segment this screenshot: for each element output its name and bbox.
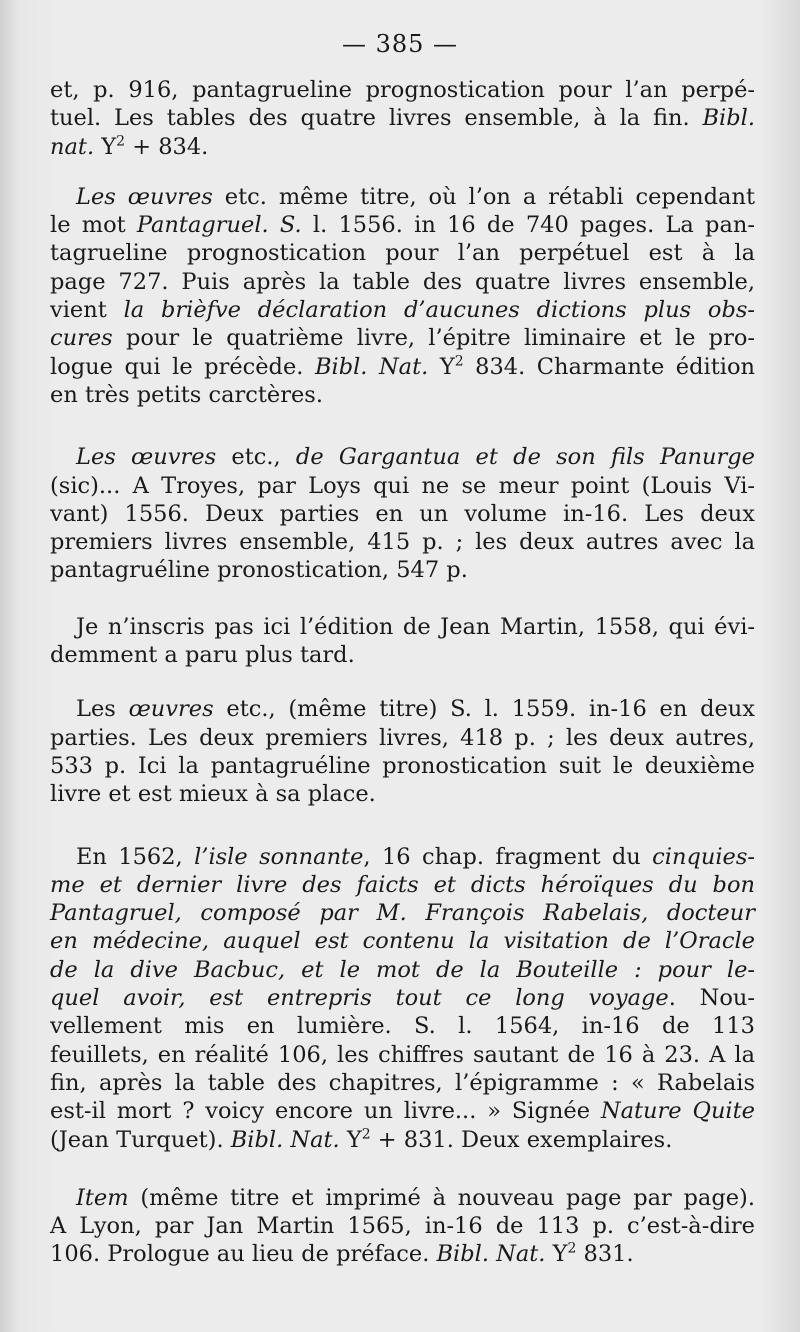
text-line: [50, 899, 755, 927]
text-run: livre et est mieux à sa place.: [50, 781, 376, 808]
text-run: + 834.: [125, 133, 209, 160]
superscript: 2: [567, 1240, 577, 1257]
text-run: demment a paru plus tard.: [50, 642, 355, 669]
italic-text: nat.: [50, 133, 95, 160]
italic-text: me et dernier livre des faicts et dicts héroïques du bon: [50, 871, 755, 898]
italic-text: Les œuvres: [76, 444, 217, 471]
text-line: [50, 1012, 755, 1040]
italic-text: Bibl.: [702, 105, 755, 132]
text-run: page 727. Puis après la table des quatre livres ensemble,: [50, 268, 755, 295]
text-run: En 1562,: [76, 843, 195, 870]
text-run: vient: [50, 297, 124, 324]
text-run: Je n’inscris pas ici l’édition de Jean Martin, 1558, qui évi-: [76, 613, 755, 640]
page-body: [50, 76, 755, 1269]
text-run: le mot: [50, 212, 137, 239]
text-line: [50, 613, 755, 641]
paragraph: [50, 443, 755, 584]
text-run: 834. Charmante édition: [463, 353, 755, 380]
text-run: 831.: [576, 1241, 634, 1268]
text-run: vant) 1556. Deux parties en un volume in-16. Les deux: [50, 500, 755, 527]
text-run: etc. même titre, où l’on a rétabli cependant: [212, 183, 755, 210]
text-run: vellement mis en lumière. S. l. 1564, in-16 de 113: [50, 1013, 755, 1040]
text-line: [50, 268, 755, 296]
text-run: est-il mort ? voicy encore un livre... » Signée: [50, 1098, 601, 1125]
text-run: pour le quatrième livre, l’épitre liminaire et le pro-: [112, 325, 755, 352]
text-line: [50, 927, 755, 955]
text-line: [50, 956, 755, 984]
italic-text: Pantagruel. S.: [136, 212, 302, 239]
text-line: [50, 871, 755, 899]
superscript: 2: [116, 133, 126, 150]
text-run: 106. Prologue au lieu de préface.: [50, 1241, 437, 1268]
superscript: 2: [361, 1126, 371, 1142]
text-run: tagrueline prognostication pour l’an perpétuel est à la: [50, 240, 755, 267]
text-line: [50, 76, 755, 104]
text-run: Y: [94, 133, 117, 160]
text-line: [50, 472, 755, 500]
italic-text: Les œuvres: [76, 183, 213, 210]
paragraph: [50, 613, 755, 670]
text-run: (même titre et imprimé à nouveau page par page).: [128, 1184, 755, 1211]
text-line: [50, 984, 755, 1012]
text-line: [50, 239, 755, 267]
text-run: l. 1556. in 16 de 740 pages. La pan-: [301, 212, 755, 239]
text-run: et, p. 916, pantagrueline prognostication pour l’an perpé-: [50, 77, 755, 103]
italic-text: quel avoir, est entrepris tout ce long voyage: [50, 985, 669, 1012]
text-run: premiers livres ensemble, 415 p. ; les deux autres avec la: [50, 529, 755, 556]
text-run: logue qui le précède.: [50, 353, 315, 380]
text-line: [50, 724, 755, 752]
text-run: (Jean Turquet).: [50, 1126, 231, 1153]
text-run: . Nou-: [668, 985, 755, 1012]
italic-text: Bibl. Nat.: [314, 353, 429, 380]
italic-text: cinquies-: [652, 843, 755, 870]
italic-text: Pantagruel, composé par M. François Rabelais, docteur: [50, 900, 755, 927]
paragraph: [50, 843, 755, 1154]
italic-text: Item: [76, 1184, 129, 1211]
italic-text: en médecine, auquel est contenu la visitation de l’Oracle: [50, 928, 755, 955]
italic-text: la brièfve déclaration d’aucunes dictions plus obs-: [123, 297, 755, 324]
text-line: [50, 324, 755, 352]
italic-text: Bibl. Nat.: [230, 1126, 340, 1153]
text-run: etc., (même titre) S. l. 1559. in-16 en deux: [213, 696, 755, 723]
text-run: etc.,: [216, 444, 296, 471]
paragraph: [50, 76, 755, 161]
text-line: [50, 443, 755, 471]
paragraph: [50, 183, 755, 409]
text-run: Les: [76, 696, 129, 723]
text-line: [50, 133, 755, 161]
text-run: , 16 chap. fragment du: [363, 843, 653, 870]
text-line: [50, 843, 755, 871]
text-run: + 831. Deux exemplaires.: [370, 1126, 673, 1153]
text-line: [50, 1212, 755, 1240]
text-line: [50, 1097, 755, 1125]
text-line: [50, 500, 755, 528]
text-run: Y: [428, 353, 455, 380]
italic-text: cures: [50, 325, 113, 352]
text-run: Y: [339, 1126, 362, 1153]
text-run: Y: [545, 1241, 568, 1268]
italic-text: Nature Quite: [600, 1098, 755, 1125]
text-line: [50, 695, 755, 723]
text-line: [50, 1041, 755, 1069]
text-line: [50, 296, 755, 324]
text-line: [50, 381, 755, 409]
text-run: A Lyon, par Jan Martin 1565, in-16 de 113 p. c’est-à-dire: [50, 1213, 755, 1240]
italic-text: l’isle sonnante: [194, 843, 364, 870]
text-run: parties. Les deux premiers livres, 418 p. ; les deux autres,: [50, 724, 755, 751]
text-line: [50, 183, 755, 211]
text-run: 533 p. Ici la pantagruéline pronostication suit le deuxième: [50, 752, 755, 779]
paragraph: [50, 1184, 755, 1269]
text-run: fin, après la table des chapitres, l’épigramme : « Rabelais: [50, 1069, 755, 1096]
text-run: tuel. Les tables des quatre livres ensemble, à la fin.: [50, 105, 703, 132]
italic-text: de Gargantua et de son fils Panurge: [295, 444, 755, 471]
text-run: (sic)... A Troyes, par Loys qui ne se meur point (Louis Vi-: [50, 472, 755, 499]
paragraph: [50, 695, 755, 808]
superscript: 2: [454, 353, 464, 370]
italic-text: Bibl. Nat.: [436, 1241, 546, 1268]
text-line: [50, 211, 755, 239]
text-line: [50, 1069, 755, 1097]
text-line: [50, 353, 755, 381]
text-line: [50, 556, 755, 584]
text-line: [50, 641, 755, 669]
text-line: [50, 1126, 755, 1154]
page-number: — 385 —: [341, 30, 459, 58]
text-line: [50, 780, 755, 808]
text-run: feuillets, en réalité 106, les chiffres sautant de 16 à 23. A la: [50, 1041, 755, 1068]
italic-text: œuvres: [128, 696, 214, 723]
text-line: [50, 752, 755, 780]
text-run: en très petits carctères.: [50, 381, 323, 408]
text-line: [50, 104, 755, 132]
text-run: pantagruéline pronostication, 547 p.: [50, 557, 468, 584]
text-line: [50, 1240, 755, 1268]
text-line: [50, 1184, 755, 1212]
text-line: [50, 528, 755, 556]
italic-text: de la dive Bacbuc, et le mot de la Bouteille : pour le-: [50, 956, 755, 983]
